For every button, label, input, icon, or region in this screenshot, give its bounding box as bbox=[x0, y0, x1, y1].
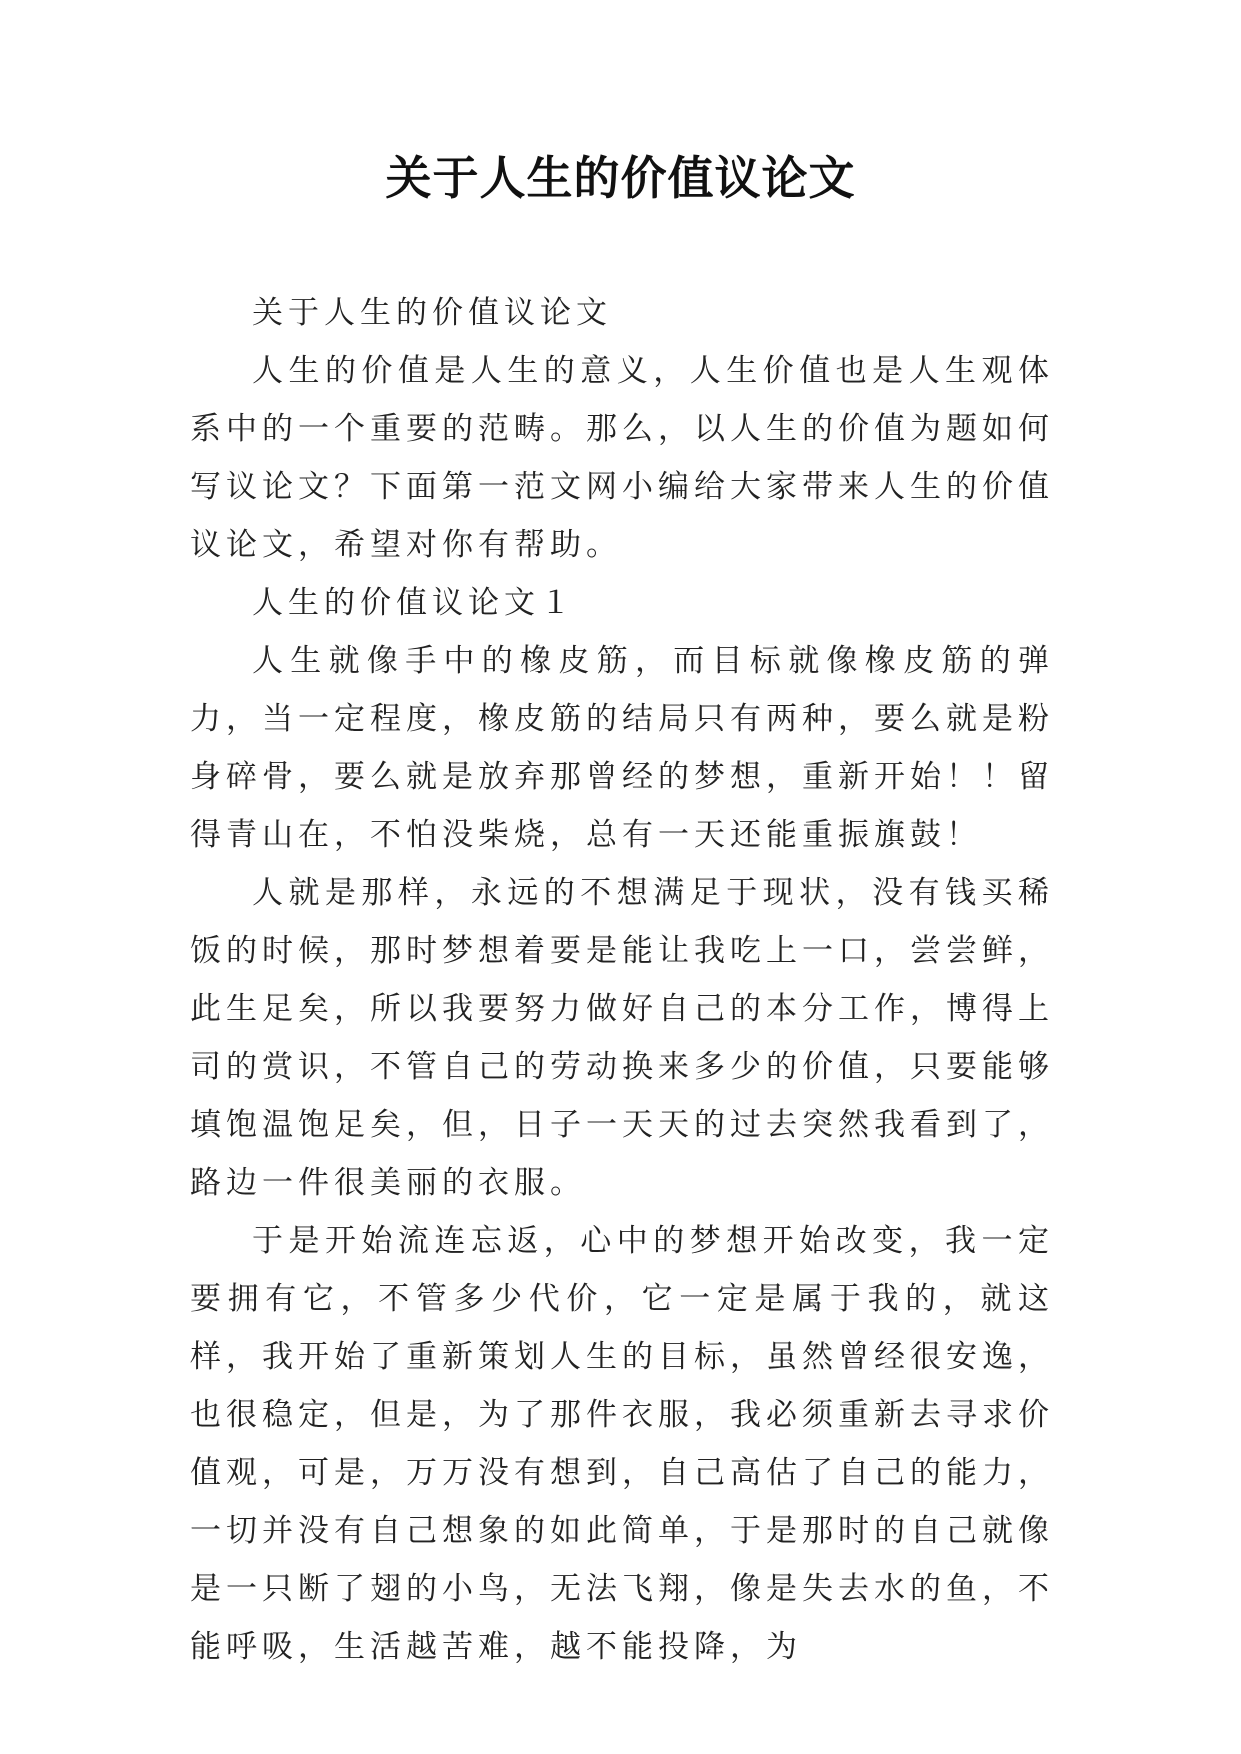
paragraph-body-3: 于是开始流连忘返，心中的梦想开始改变，我一定要拥有它，不管多少代价，它一定是属于我的，就这样，我开始了重新策划人生的目标，虽然曾经很安逸，也很稳定，但是，为了那件衣服，我必须重新去寻求价值观，可是，万万没有想到，自己高估了自己的能力，一切并没有自己想象的如此简单，于是那时的自己就像是一只断了翅的小鸟，无法飞翔，像是失去水的鱼，不能呼吸，生活越苦难，越不能投降，为 bbox=[190, 1223, 1054, 1665]
paragraph-intro: 人生的价值是人生的意义，人生价值也是人生观体系中的一个重要的范畴。那么，以人生的价值为题如何写议论文？下面第一范文网小编给大家带来人生的价值议论文，希望对你有帮助。 bbox=[190, 353, 1054, 563]
paragraph-body-2: 人就是那样，永远的不想满足于现状，没有钱买稀饭的时候，那时梦想着要是能让我吃上一口，尝尝鲜，此生足矣，所以我要努力做好自己的本分工作，博得上司的赏识，不管自己的劳动换来多少的价值，只要能够填饱温饱足矣，但，日子一天天的过去突然我看到了，路边一件很美丽的衣服。 bbox=[190, 875, 1054, 1201]
document-body bbox=[190, 284, 1054, 1676]
paragraph-body-1: 人生就像手中的橡皮筋，而目标就像橡皮筋的弹力，当一定程度，橡皮筋的结局只有两种，要么就是粉身碎骨，要么就是放弃那曾经的梦想，重新开始！！留得青山在，不怕没柴烧，总有一天还能重振旗鼓！ bbox=[190, 643, 1054, 853]
paragraph-section-heading: 人生的价值议论文１ bbox=[252, 585, 576, 621]
paragraph-heading: 关于人生的价值议论文 bbox=[252, 295, 612, 331]
document-title: 关于人生的价值议论文 bbox=[385, 151, 856, 205]
